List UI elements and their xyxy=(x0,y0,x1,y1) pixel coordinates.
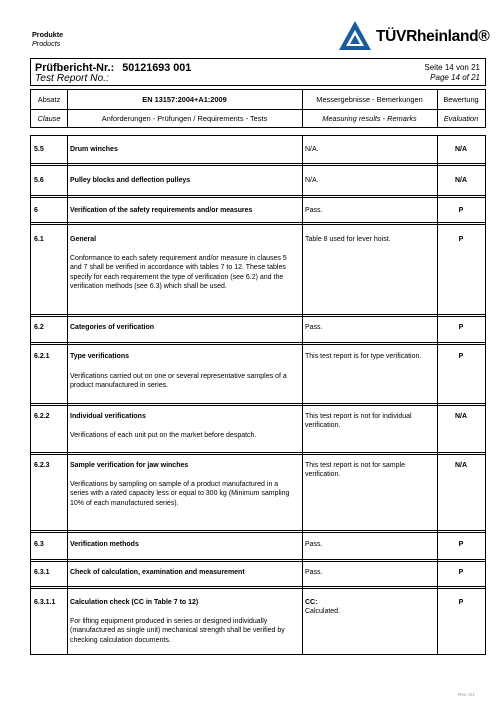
report-label-de: Prüfbericht-Nr.: xyxy=(35,62,115,74)
row-result: Calculated. xyxy=(305,608,341,615)
page-number-en: Page 14 of 21 xyxy=(430,73,480,82)
row-clause: 6.2 xyxy=(34,324,44,331)
row-eval: P xyxy=(458,353,464,360)
logo-text: TÜVRheinland® xyxy=(376,28,490,45)
row-body: Verifications by sampling on sample of a product manufactured in a series with a rated capacity less or equal to 300 kg (Minimum sampling 10% of each manufactured series). xyxy=(70,481,290,507)
col-requirements: Anforderungen - Prüfungen / Requirements - Tests xyxy=(101,114,268,123)
page-number-de: Seite 14 von 21 xyxy=(424,63,480,72)
row-clause: 5.5 xyxy=(34,146,44,153)
row-eval: N/A xyxy=(454,462,468,469)
row-title: Drum winches xyxy=(70,146,118,153)
row-clause: 6.3.1 xyxy=(34,569,50,576)
col-results-en: Measuring results - Remarks xyxy=(322,114,417,123)
row-eval: P xyxy=(458,324,464,331)
row-title: General xyxy=(70,236,97,243)
row-title: Sample verification for jaw winches xyxy=(70,462,189,469)
row-clause: 6.2.1 xyxy=(34,353,50,360)
row-result: This test report is not for individual verification. xyxy=(305,413,412,430)
row-clause: 6 xyxy=(34,207,38,214)
row-eval: N/A xyxy=(454,146,468,153)
row-body: Conformance to each safety requirement and/or measure in clauses 5 and 7 shall be verified in accordance with tables 7 to 12. These tables specify for each requirement the type of verification (see 6.2) and the verification methods (see 6.3) which shall be used. xyxy=(70,255,287,291)
row-body: Verifications of each unit put on the market before despatch. xyxy=(70,432,257,439)
row-body: For lifting equipment produced in series or designed individually (manufactured as single unit) mechanical strength shall be verified by checking calculation documents. xyxy=(70,618,285,644)
row-title: Type verifications xyxy=(70,353,130,360)
row-title: Check of calculation, examination and measurement xyxy=(70,569,245,576)
col-eval-de: Bewertung xyxy=(443,95,479,104)
column-header xyxy=(30,89,486,128)
row-body: Verifications carried out on one or several representative samples of a product manufactured in series. xyxy=(70,373,287,390)
row-clause: 5.6 xyxy=(34,177,44,184)
row-result: This test report is for type verification. xyxy=(305,353,422,360)
products-label-de: Produkte xyxy=(32,30,64,39)
row-title: Individual verifications xyxy=(70,413,146,420)
row-title: Pulley blocks and deflection pulleys xyxy=(70,177,191,184)
row-result: N/A. xyxy=(305,146,319,153)
row-eval: N/A xyxy=(454,413,468,420)
row-result: Pass. xyxy=(305,324,323,331)
col-eval-en: Evaluation xyxy=(443,114,479,123)
report-number-box xyxy=(30,58,486,86)
row-result-label: CC: xyxy=(305,599,318,606)
row-eval: P xyxy=(458,236,464,243)
row-result: Pass. xyxy=(305,569,323,576)
row-title: Verification of the safety requirements and/or measures xyxy=(70,207,253,214)
row-eval: P xyxy=(458,599,464,606)
row-eval: P xyxy=(458,207,464,214)
row-title: Verification methods xyxy=(70,541,139,548)
row-clause: 6.2.2 xyxy=(34,413,50,420)
col-standard: EN 13157:2004+A1:2009 xyxy=(142,95,227,104)
products-label xyxy=(32,30,63,48)
row-clause: 6.3 xyxy=(34,541,44,548)
report-number: 50121693 001 xyxy=(122,62,192,74)
row-title: Calculation check (CC in Table 7 to 12) xyxy=(70,599,199,606)
row-result: This test report is not for sample verification. xyxy=(305,462,405,479)
row-clause: 6.2.3 xyxy=(34,462,50,469)
col-clause-de: Absatz xyxy=(37,95,61,104)
row-result: Pass. xyxy=(305,207,323,214)
col-results-de: Messergebnisse - Bemerkungen xyxy=(316,95,423,104)
products-label-en: Products xyxy=(32,39,61,48)
row-eval: P xyxy=(458,569,464,576)
row-eval: N/A xyxy=(454,177,468,184)
row-result: Pass. xyxy=(305,541,323,548)
revision-note: Rev. 0/1 xyxy=(458,692,475,697)
requirements-table xyxy=(30,135,486,655)
row-eval: P xyxy=(458,541,464,548)
row-title: Categories of verification xyxy=(70,324,155,331)
row-result: Table 8 used for lever hoist. xyxy=(305,236,391,243)
report-label-en: Test Report No.: xyxy=(35,73,109,84)
row-clause: 6.3.1.1 xyxy=(34,599,56,606)
tuv-triangle-icon xyxy=(338,20,372,52)
tuv-rheinland-logo xyxy=(338,18,488,58)
col-clause-en: Clause xyxy=(37,114,61,123)
row-result: N/A. xyxy=(305,177,319,184)
row-clause: 6.1 xyxy=(34,236,44,243)
